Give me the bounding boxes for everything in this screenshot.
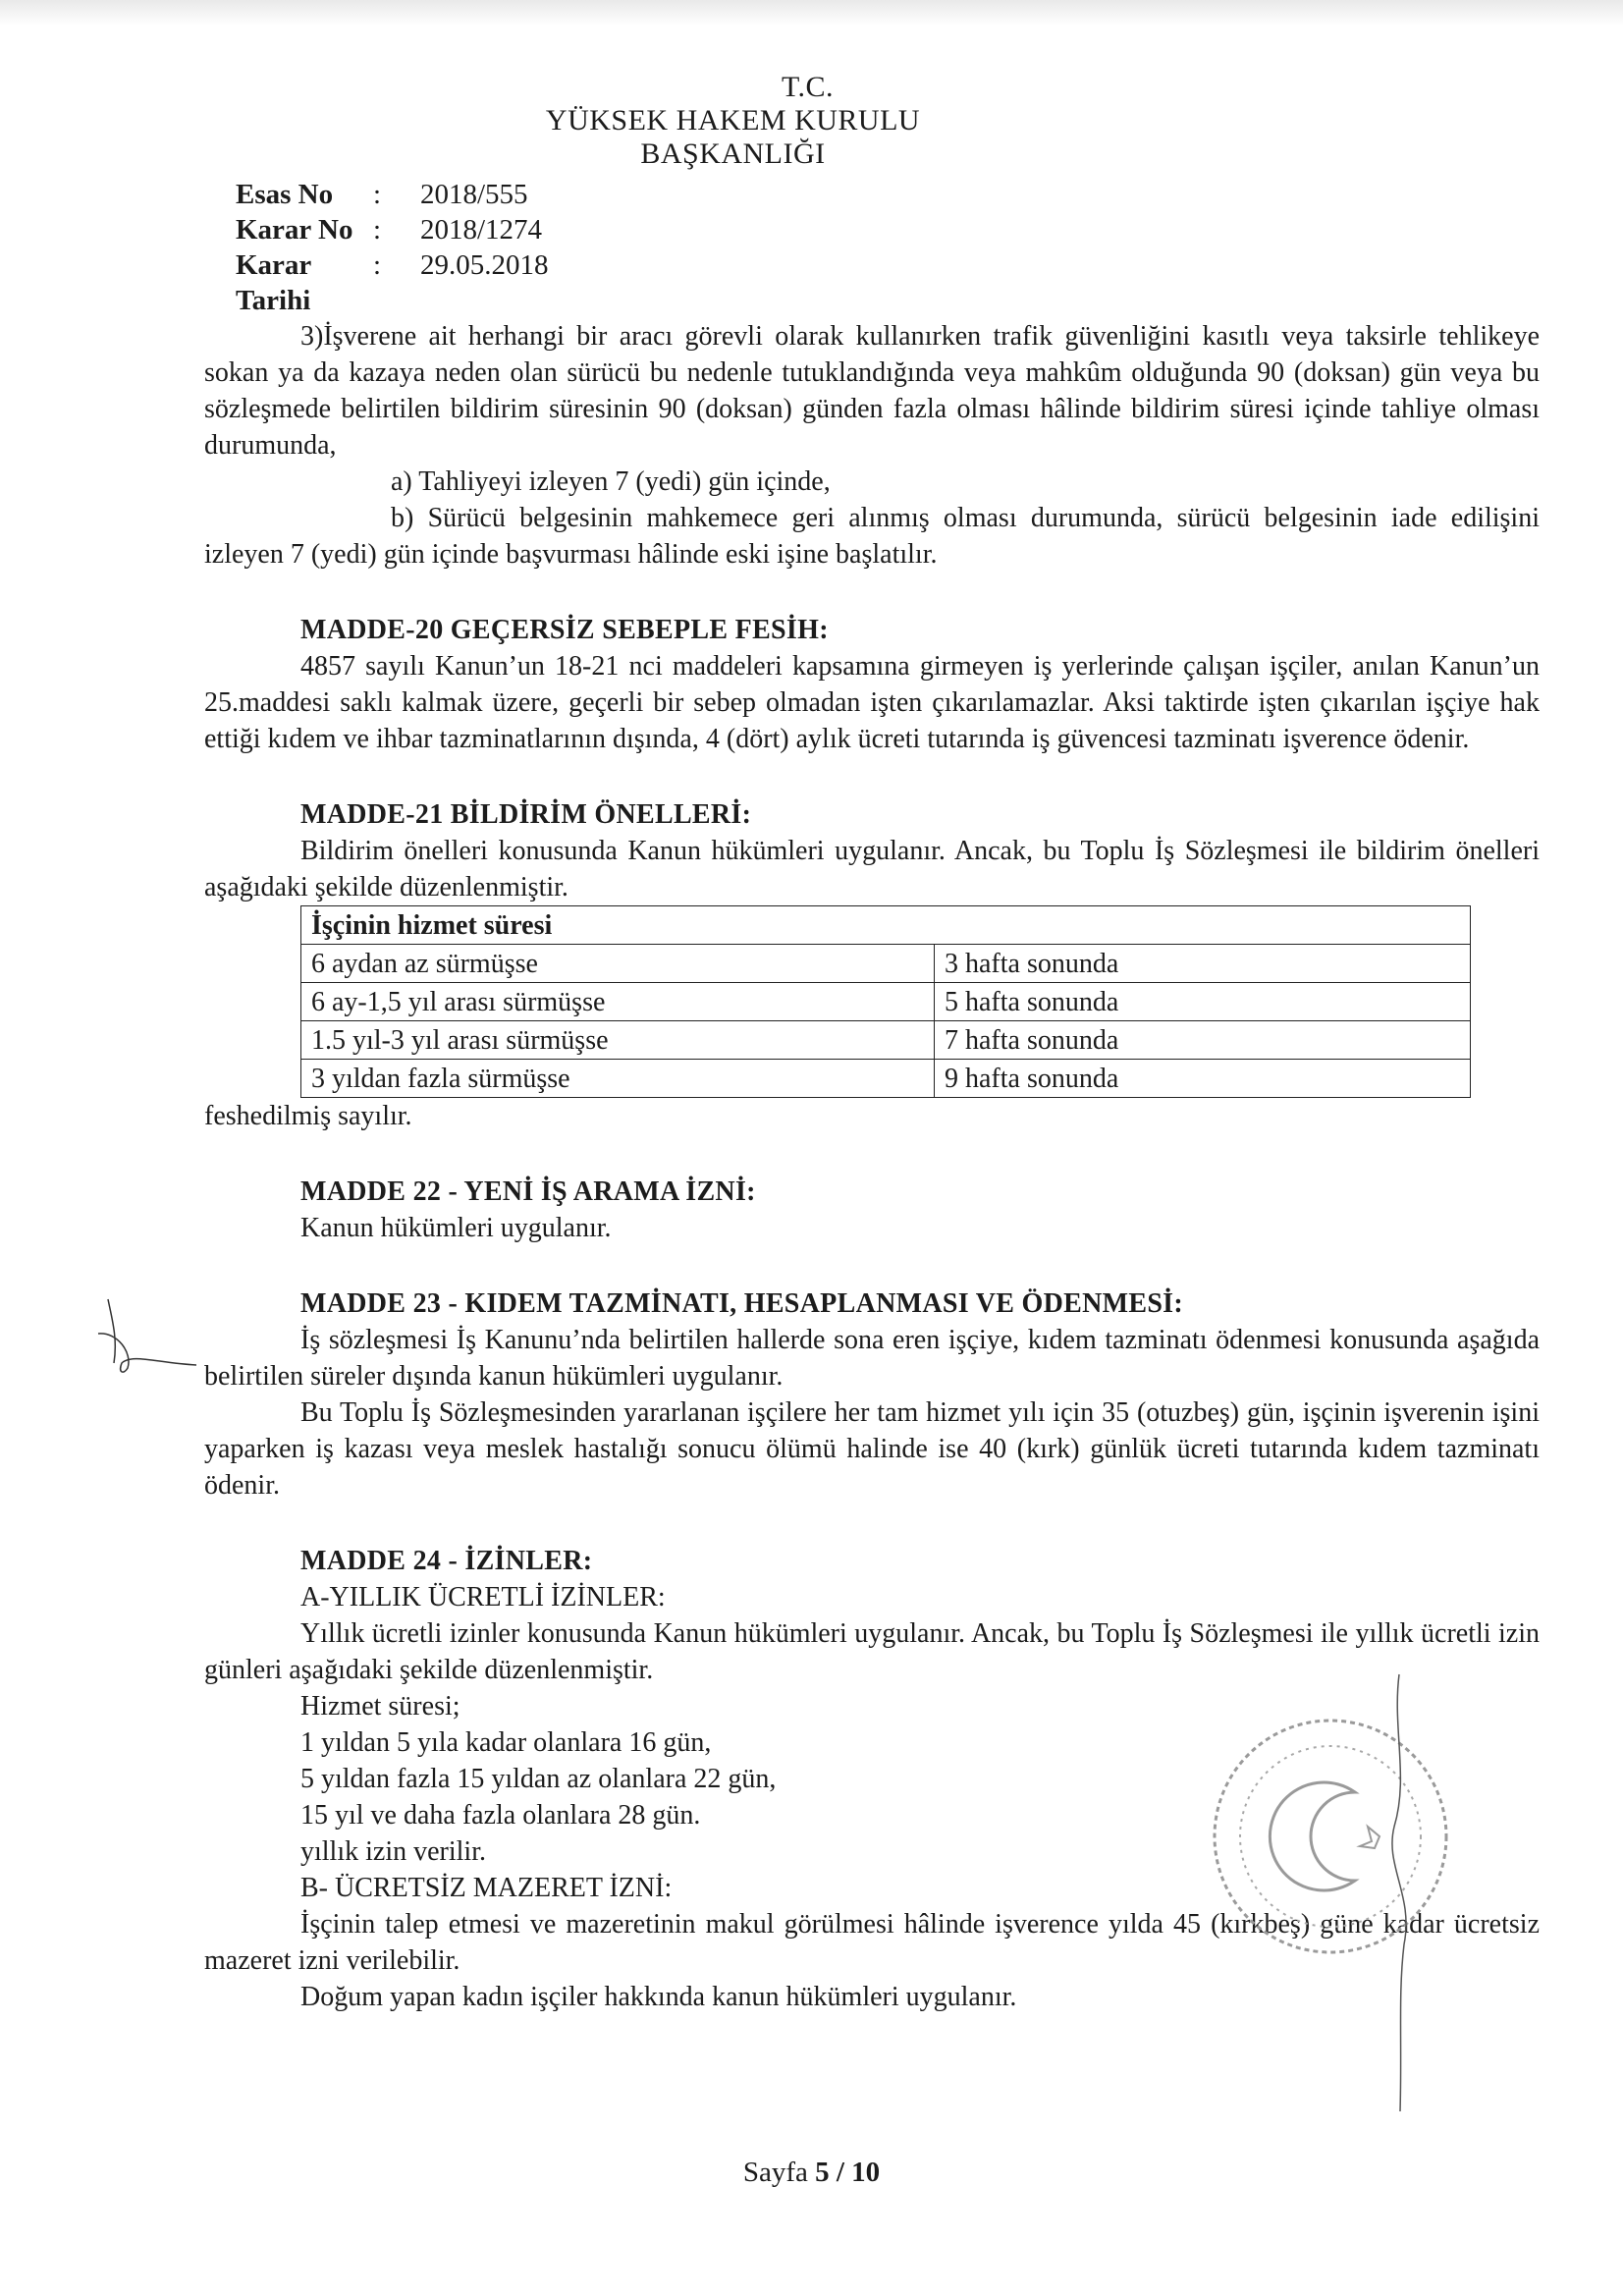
paragraph: İşçinin talep etmesi ve mazeretinin makul görülmesi hâlinde işverence yılda 45 (kırkbeş) güne kadar ücretsiz mazeret izni verilebilir. <box>204 1909 1540 1976</box>
paragraph: Doğum yapan kadın işçiler hakkında kanun hükümleri uygulanır. <box>300 1982 1017 2012</box>
document-header <box>0 71 1623 171</box>
colon: : <box>373 214 382 246</box>
official-stamp <box>1183 1689 1517 1984</box>
table-cell: 5 hafta sonunda <box>935 983 1471 1021</box>
paragraph: İş sözleşmesi İş Kanunu’nda belirtilen hallerde sona eren işçiye, kıdem tazminatı ödenmesi konusunda aşağıda belirtilen süreler dışında kanun hükümleri uygulanır. <box>204 1325 1540 1392</box>
section-title-madde21: MADDE-21 BİLDİRİM ÖNELLERİ: <box>300 799 752 830</box>
list-item: Hizmet süresi; <box>300 1691 460 1722</box>
colon: : <box>373 179 382 210</box>
table-cell: 9 hafta sonunda <box>935 1060 1471 1098</box>
signature-initial <box>79 1294 206 1383</box>
paragraph: 3)İşverene ait herhangi bir aracı görevli olarak kullanırken trafik güvenliğini kasıtlı veya taksirle tehlikeye sokan ya da kazaya neden olan sürücü bu nedenle tutuklandığında veya mahkûm olduğunda 90 (doksan) gün veya bu sözleşmede belirtilen bildirim süresinin 90 (doksan) günden fazla olması hâlinde bildirim süresi içinde tahliye olması durumunda, <box>204 321 1540 461</box>
paragraph: 4857 sayılı Kanun’un 18-21 nci maddeleri kapsamına girmeyen iş yerlerinde çalışan işçiler, anılan Kanun’un 25.maddesi saklı kalmak üzere, geçerli bir sebep olmadan işten çıkarılamazlar. Aksi taktirde işten çıkarılan işçiye hak ettiği kıdem ve ihbar tazminatlarının dışında, 4 (dört) aylık ücreti tutarında iş güvencesi tazminatı işverence ödenir. <box>204 651 1540 754</box>
paragraph: Bildirim önelleri konusunda Kanun hükümleri uygulanır. Ancak, bu Toplu İş Sözleşmesi ile bildirim önelleri aşağıdaki şekilde düzenlenmiştir. <box>204 836 1540 902</box>
table-cell: 6 aydan az sürmüşse <box>301 945 935 983</box>
paragraph: b) Sürücü belgesinin mahkemece geri alınmış olması durumunda, sürücü belgesinin iade edilişini izleyen 7 (yedi) gün içinde başvurması hâlinde eski işine başlatılır. <box>204 503 1540 570</box>
list-item: yıllık izin verilir. <box>300 1836 486 1867</box>
paragraph: Kanun hükümleri uygulanır. <box>300 1213 612 1243</box>
list-item: 1 yıldan 5 yıla kadar olanlara 16 gün, <box>300 1727 712 1758</box>
esas-row <box>236 177 549 212</box>
page-number: 5 <box>815 2157 830 2188</box>
section-title-madde24: MADDE 24 - İZİNLER: <box>300 1546 593 1576</box>
list-item: 15 yıl ve daha fazla olanlara 28 gün. <box>300 1800 701 1831</box>
table-row <box>301 945 1471 983</box>
table-row <box>301 983 1471 1021</box>
table-header: İşçinin hizmet süresi <box>301 906 1471 945</box>
table-cell: 6 ay-1,5 yıl arası sürmüşse <box>301 983 935 1021</box>
list-item: a) Tahliyeyi izleyen 7 (yedi) gün içinde, <box>391 466 831 497</box>
section-title-madde23: MADDE 23 - KIDEM TAZMİNATI, HESAPLANMASI VE ÖDENMESİ: <box>300 1288 1184 1319</box>
tarih-value: 29.05.2018 <box>420 249 549 281</box>
subsection-title: A-YILLIK ÜCRETLİ İZİNLER: <box>300 1582 666 1613</box>
header-tc: T.C. <box>781 71 835 103</box>
table-row <box>301 1021 1471 1060</box>
header-institution: YÜKSEK HAKEM KURULU <box>545 104 921 137</box>
table-cell: 7 hafta sonunda <box>935 1021 1471 1060</box>
table-cell: 3 hafta sonunda <box>935 945 1471 983</box>
esas-value: 2018/555 <box>420 179 528 210</box>
esas-label: Esas No <box>236 179 334 210</box>
page-label: Sayfa <box>742 2157 808 2188</box>
karar-row <box>236 212 549 247</box>
notice-period-table <box>300 905 1471 1098</box>
tarih-row <box>236 247 549 318</box>
table-cell: 1.5 yıl-3 yıl arası sürmüşse <box>301 1021 935 1060</box>
paragraph: feshedilmiş sayılır. <box>204 1101 412 1131</box>
section-title-madde20: MADDE-20 GEÇERSİZ SEBEPLE FESİH: <box>300 615 829 645</box>
header-presidency: BAŞKANLIĞI <box>640 137 826 170</box>
list-item: 5 yıldan fazla 15 yıldan az olanlara 22 gün, <box>300 1764 777 1794</box>
paragraph: Yıllık ücretli izinler konusunda Kanun hükümleri uygulanır. Ancak, bu Toplu İş Sözleşmesi ile yıllık ücretli izin günleri aşağıdaki şekilde düzenlenmiştir. <box>204 1618 1540 1685</box>
paragraph: Bu Toplu İş Sözleşmesinden yararlanan işçilere her tam hizmet yılı için 35 (otuzbeş) gün, işçinin işverenin işini yaparken iş kazası veya meslek hastalığı sonucu ölümü halinde ise 40 (kırk) günlük ücreti tutarında kıdem tazminatı ödenir. <box>204 1397 1540 1501</box>
karar-value: 2018/1274 <box>420 214 543 246</box>
scan-edge <box>0 0 1623 26</box>
tarih-label: Karar Tarihi <box>236 249 311 316</box>
table-header-row <box>301 906 1471 945</box>
table-cell: 3 yıldan fazla sürmüşse <box>301 1060 935 1098</box>
page-separator: / <box>836 2157 844 2188</box>
page-footer <box>0 2157 1623 2189</box>
page-total: 10 <box>851 2157 881 2188</box>
signature-stroke <box>1365 1669 1434 2121</box>
colon: : <box>373 249 382 281</box>
subsection-title: B- ÜCRETSİZ MAZERET İZNİ: <box>300 1873 673 1903</box>
case-meta <box>236 177 549 318</box>
section-title-madde22: MADDE 22 - YENİ İŞ ARAMA İZNİ: <box>300 1176 756 1207</box>
table-row <box>301 1060 1471 1098</box>
karar-label: Karar No <box>236 214 353 246</box>
